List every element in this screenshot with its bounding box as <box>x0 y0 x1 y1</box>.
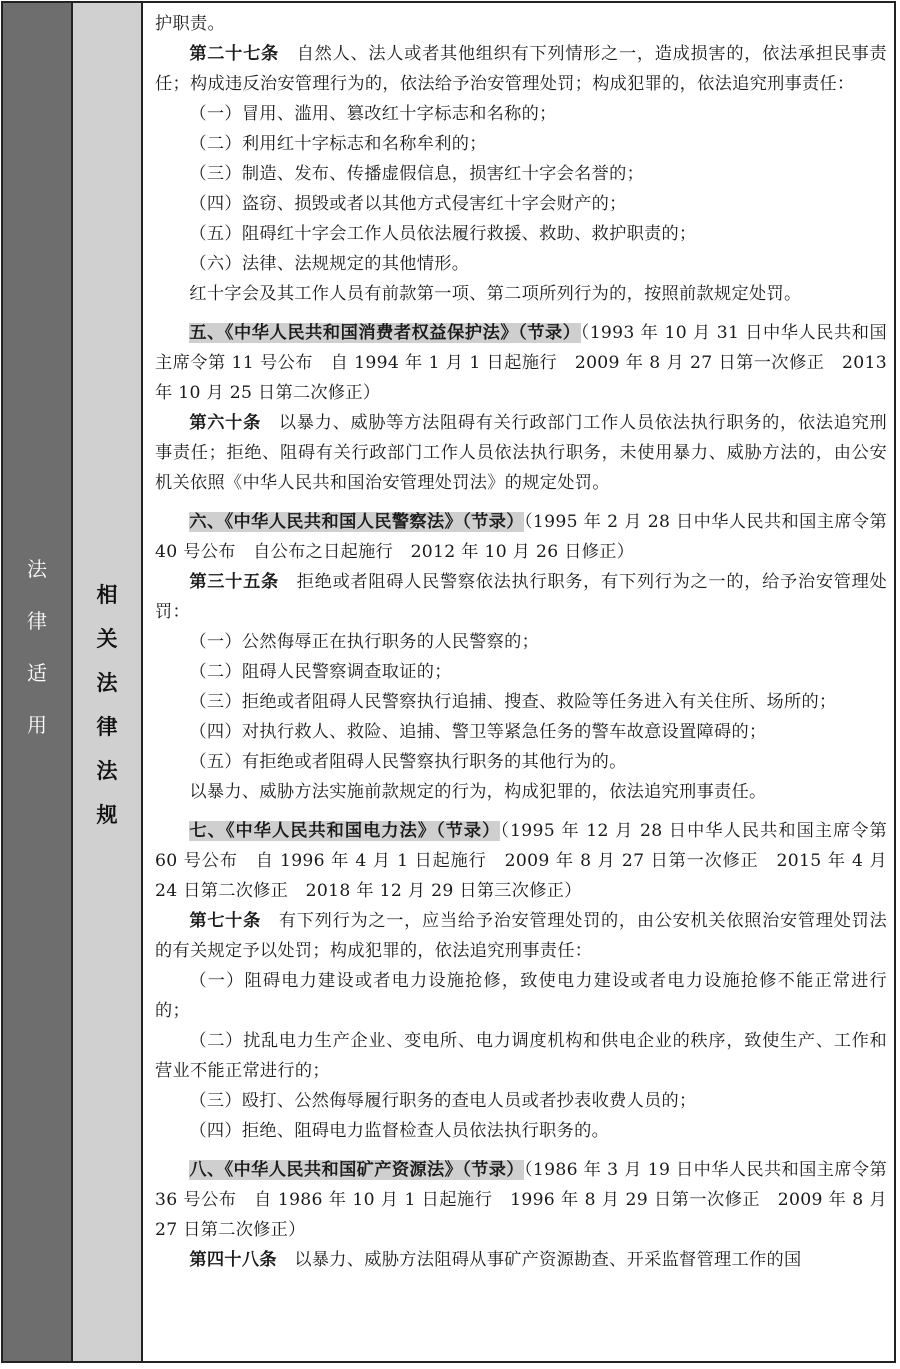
article-text: 自然人、法人或者其他组织有下列情形之一，造成损害的，依法承担民事责任；构成违反治安管理行为的，依法给予治安管理处罚；构成犯罪的，依法追究刑事责任： <box>155 44 887 94</box>
list-item: （二）扰乱电力生产企业、变电所、电力调度机构和供电企业的秩序，致使生产、工作和营业不能正常进行的； <box>155 1031 887 1081</box>
article-number: 第三十五条 <box>189 572 279 592</box>
paragraph: 护职责。 <box>155 14 225 34</box>
article-number: 第六十条 <box>189 413 261 433</box>
article-number: 第二十七条 <box>189 44 279 64</box>
subcategory-char: 法 <box>96 759 118 783</box>
section-info: （1995 年 2 月 28 日中华人民共和国主席令第 40 号公布 自公布之日起施行 2012 年 10 月 26 日修正） <box>155 512 887 562</box>
table-frame <box>1 1 896 1363</box>
subcategory-char: 相 <box>96 583 118 607</box>
article-text: 拒绝或者阻碍人民警察依法执行职务，有下列行为之一的，给予治安管理处罚： <box>155 572 887 622</box>
section-title: 七、《中华人民共和国电力法》（节录） <box>189 821 501 841</box>
subcategory-char: 法 <box>96 671 118 695</box>
list-item: （一）阻碍电力建设或者电力设施抢修，致使电力建设或者电力设施抢修不能正常进行的； <box>155 971 887 1021</box>
article-paragraph <box>155 1245 887 1275</box>
section-title: 八、《中华人民共和国矿产资源法》（节录） <box>189 1160 524 1180</box>
section-heading <box>155 816 887 906</box>
article-paragraph <box>155 408 887 498</box>
section-heading <box>155 507 887 567</box>
list-item: （五）阻碍红十字会工作人员依法履行救援、救助、救护职责的； <box>189 224 697 244</box>
subcategory-column <box>73 3 143 1361</box>
paragraph: 以暴力、威胁方法实施前款规定的行为，构成犯罪的，依法追究刑事责任。 <box>189 782 767 802</box>
category-char: 适 <box>27 661 47 685</box>
list-item: （四）盗窃、损毁或者以其他方式侵害红十字会财产的； <box>189 194 627 214</box>
list-item: （一）冒用、滥用、篡改红十字标志和名称的； <box>189 104 557 124</box>
category-char: 律 <box>27 609 47 633</box>
list-item: （六）法律、法规规定的其他情形。 <box>189 254 470 274</box>
content-area <box>155 9 887 1275</box>
section-title: 六、《中华人民共和国人民警察法》（节录） <box>189 512 524 532</box>
list-item: （二）阻碍人民警察调查取证的； <box>189 662 452 682</box>
subcategory-label <box>73 573 141 837</box>
list-item: （一）公然侮辱正在执行职务的人民警察的； <box>189 632 540 652</box>
section-heading <box>155 1155 887 1245</box>
category-char: 用 <box>27 713 47 737</box>
section-info: （1995 年 12 月 28 日中华人民共和国主席令第 60 号公布 自 1996 年 4 月 1 日起施行 2009 年 8 月 27 日第一次修正 2015 年 4 月 24 日第二次修正 2018 年 12 月 29 日第三次修正） <box>155 821 887 901</box>
article-number: 第四十八条 <box>189 1250 277 1270</box>
list-item: （四）对执行救人、救险、追捕、警卫等紧急任务的警车故意设置障碍的； <box>189 722 767 742</box>
section-title: 五、《中华人民共和国消费者权益保护法》（节录） <box>189 323 581 343</box>
list-item: （四）拒绝、阻碍电力监督检查人员依法执行职务的。 <box>189 1121 610 1141</box>
category-column <box>3 3 73 1361</box>
category-char: 法 <box>27 557 47 581</box>
article-paragraph <box>155 39 887 99</box>
article-paragraph <box>155 567 887 627</box>
subcategory-char: 关 <box>96 627 118 651</box>
subcategory-char: 规 <box>96 803 118 827</box>
category-label <box>3 543 71 751</box>
paragraph: 红十字会及其工作人员有前款第一项、第二项所列行为的，按照前款规定处罚。 <box>189 284 802 304</box>
list-item: （三）拒绝或者阻碍人民警察执行追捕、搜查、救险等任务进入有关住所、场所的； <box>189 692 837 712</box>
article-text: 有下列行为之一，应当给予治安管理处罚的，由公安机关依照治安管理处罚法的有关规定予以处罚；构成犯罪的，依法追究刑事责任： <box>155 911 887 961</box>
list-item: （三）殴打、公然侮辱履行职务的查电人员或者抄表收费人员的； <box>189 1091 697 1111</box>
section-info: （1993 年 10 月 31 日中华人民共和国主席令第 11 号公布 自 1994 年 1 月 1 日起施行 2009 年 8 月 27 日第一次修正 2013 年 10 月 25 日第二次修正） <box>155 323 888 403</box>
subcategory-char: 律 <box>96 715 118 739</box>
list-item: （三）制造、发布、传播虚假信息，损害红十字会名誉的； <box>189 164 645 184</box>
list-item: （二）利用红十字标志和名称牟利的； <box>189 134 487 154</box>
article-paragraph <box>155 906 887 966</box>
list-item: （五）有拒绝或者阻碍人民警察执行职务的其他行为的。 <box>189 752 627 772</box>
section-heading <box>155 318 887 408</box>
article-number: 第七十条 <box>189 911 261 931</box>
section-info: （1986 年 3 月 19 日中华人民共和国主席令第 36 号公布 自 1986 年 10 月 1 日起施行 1996 年 8 月 29 日第一次修正 2009 年 8 月 27 日第二次修正） <box>155 1160 887 1240</box>
article-text: 以暴力、威胁等方法阻碍有关行政部门工作人员依法执行职务的，依法追究刑事责任；拒绝、阻碍有关行政部门工作人员依法执行职务，未使用暴力、威胁方法的，由公安机关依照《中华人民共和国治安管理处罚法》的规定处罚。 <box>155 413 887 493</box>
article-text: 以暴力、威胁方法阻碍从事矿产资源勘查、开采监督管理工作的国 <box>276 1250 802 1270</box>
